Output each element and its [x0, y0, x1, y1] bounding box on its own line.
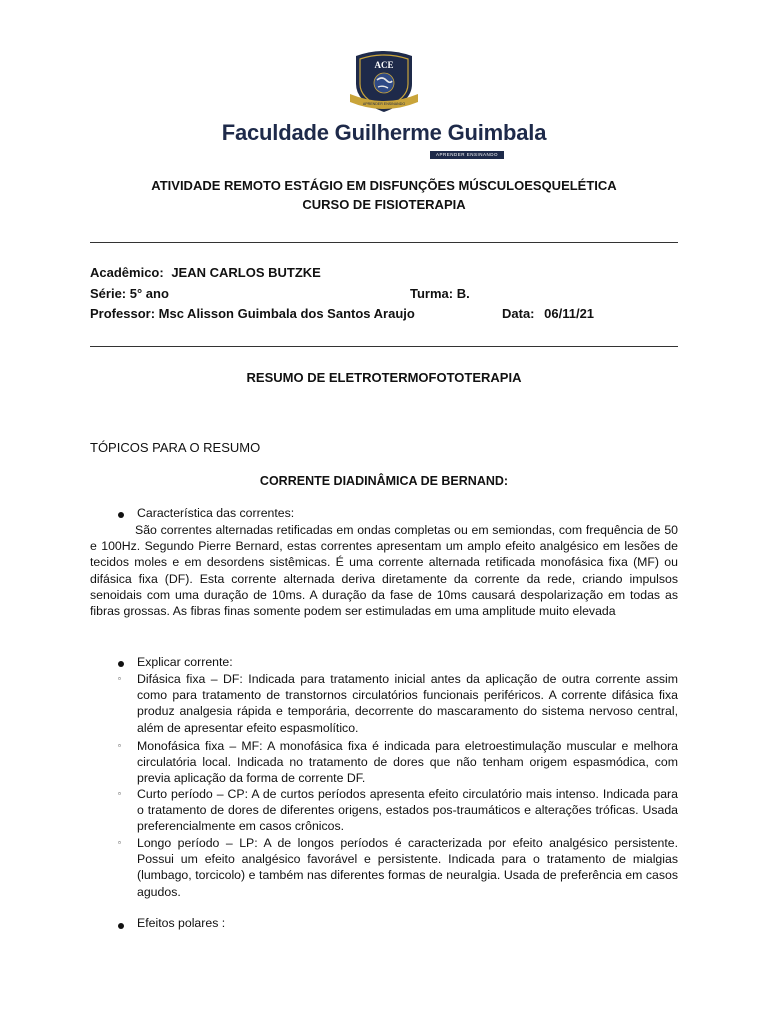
bullet-efeitos-polares: Efeitos polares :: [137, 916, 226, 930]
sub-item-longo-periodo: Longo período – LP: A de longos períodos é caracterizada por efeito analgésico persistente. Possui um efeito analgésico favorável e persistente. Indicada para o tratamento de mialgias (lumbago, torcicolo) e também nas diferentes formas de neuralgia. Usada de preferência em casos agudos.: [137, 836, 678, 899]
sub-item-monofasica: Monofásica fixa – MF: A monofásica fixa é indicada para eletroestimulação muscular e melhora circulatória local. Indicada no tratamento de dores que não tenham origem espasmódica, com previa aplicação da forma de corrente DF.: [137, 739, 678, 786]
academico-label: Acadêmico:: [90, 265, 164, 280]
brand-name: Faculdade Guilherme Guimbala: [221, 120, 547, 145]
sub-bullet-marker: ▫: [118, 674, 121, 683]
bullet-marker: [118, 661, 124, 667]
academico-row: [90, 265, 321, 280]
sub-bullet-marker: ▫: [118, 838, 121, 847]
bullet-explicar: Explicar corrente:: [137, 655, 233, 669]
bullet-caracteristica: Característica das correntes:: [137, 506, 295, 520]
summary-title: RESUMO DE ELETROTERMOFOTOTERAPIA: [246, 370, 522, 385]
sub-bullet-marker: ▫: [118, 741, 121, 750]
date-label: Data:: [502, 306, 535, 321]
paragraph-caracteristica: [90, 522, 678, 619]
topics-heading: TÓPICOS PARA O RESUMO: [90, 440, 261, 455]
bullet-marker: [118, 923, 124, 929]
brand-tagline: APRENDER ENSINANDO SEMPRE: [430, 151, 504, 159]
serie-field: Série: 5° ano: [90, 286, 169, 301]
divider-bottom: [90, 346, 678, 347]
college-seal-logo: [346, 50, 422, 118]
bullet-marker: [118, 512, 124, 518]
sub-item-curto-periodo: Curto período – CP: A de curtos períodos apresenta efeito circulatório mais intenso. Indicada para o tratamento de dores de diferentes origens, estados pos-traumáticos e alterações tróficas. Usada preferencialmente em casos crônicos.: [137, 787, 678, 834]
seal-ribbon-text: APRENDER ENSINANDO: [362, 102, 406, 106]
section-title: CORRENTE DIADINÂMICA DE BERNAND:: [259, 474, 509, 488]
divider-top: [90, 242, 678, 243]
sub-bullet-marker: ▫: [118, 789, 121, 798]
turma-field: Turma: B.: [410, 286, 470, 301]
academico-value: JEAN CARLOS BUTZKE: [171, 265, 321, 280]
date-value: 06/11/21: [544, 306, 595, 321]
seal-text: ACE: [374, 60, 394, 70]
sub-item-difasica: Difásica fixa – DF: Indicada para tratamento inicial antes da aplicação de outra corrente assim como para tratamento de transtornos circulatórios funcionais periféricos. A corrente difásica fixa produz analgesia rápida e temporária, decorrente do mascaramento do sistema nervoso central, além de apresentar efeito espasmolítico.: [137, 672, 678, 735]
activity-title: ATIVIDADE REMOTO ESTÁGIO EM DISFUNÇÕES MÚSCULOESQUELÉTICA: [151, 178, 617, 193]
paragraph-text: São correntes alternadas retificadas em ondas completas ou em semiondas, com frequência de 50 e 100Hz. Segundo Pierre Bernard, estas correntes apresentam um amplo efeito analgésico em lesões de tecidos moles e em desordens sistêmicas. É uma corrente alternada retificada monofásica fixa (MF) ou difásica fixa (DF). Esta corrente alternada deriva diretamente da corrente da rede, criando impulsos senoidais com uma duração de 10ms. A duração da fase de 10ms causará despolarização em todas as fibras grossas. As fibras finas somente podem ser estimuladas em uma amplitude muito elevada: [90, 523, 678, 619]
date-row: [502, 306, 594, 321]
professor-field: Professor: Msc Alisson Guimbala dos Santos Araujo: [90, 306, 415, 321]
course-title: CURSO DE FISIOTERAPIA: [302, 197, 466, 212]
